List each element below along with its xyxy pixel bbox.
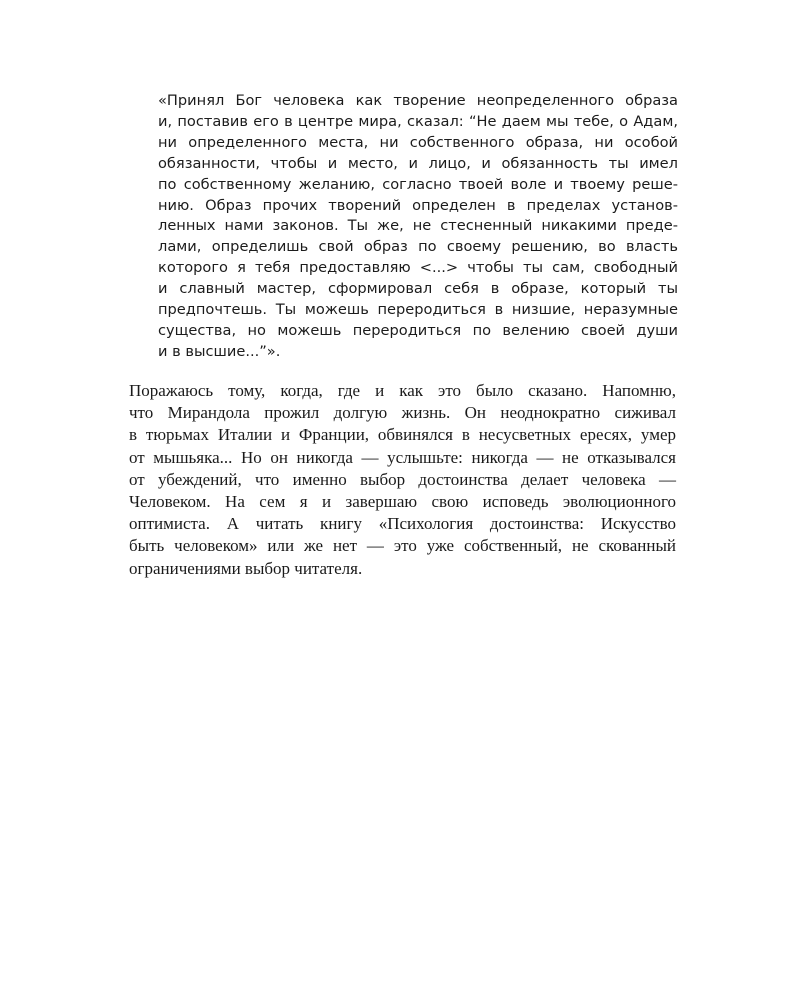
quote-line: ленных нами законов. Ты же, не стесненный никакими преде- (158, 217, 678, 235)
quote-line: лами, определишь свой образ по своему решению, во власть (158, 238, 678, 256)
quote-line: нию. Образ прочих творений определен в пределах установ- (158, 196, 678, 214)
quote-line: по собственному желанию, согласно твоей воле и твоему реше- (158, 175, 678, 193)
quote-line: которого я тебя предоставляю <...> чтобы ты сам, свободный (158, 259, 678, 277)
quote-line: и славный мастер, сформировал себя в образе, который ты (158, 280, 678, 298)
quote-block (158, 91, 678, 363)
body-line: что Мирандола прожил долгую жизнь. Он неоднократно сиживал (129, 403, 676, 423)
body-line: в тюрьмах Италии и Франции, обвинялся в несусветных ересях, умер (129, 425, 676, 445)
quote-line: обязанности, чтобы и место, и лицо, и обязанность ты имел (158, 154, 678, 172)
body-paragraph (129, 380, 676, 580)
body-line: оптимиста. А читать книгу «Психология достоинства: Искусство (129, 514, 676, 534)
quote-line: и в высшие...”». (158, 342, 281, 360)
body-line: Поражаюсь тому, когда, где и как это было сказано. Напомню, (129, 381, 676, 400)
quote-line: предпочтешь. Ты можешь переродиться в низшие, неразумные (158, 301, 678, 319)
quote-line: существа, но можешь переродиться по велению своей души (158, 321, 678, 339)
quote-line: ни определенного места, ни собственного образа, ни особой (158, 133, 678, 151)
quote-line: «Принял Бог человека как творение неопределенного образа (158, 92, 678, 109)
body-line: ограничениями выбор читателя. (129, 558, 363, 578)
body-line: Человеком. На сем я и завершаю свою исповедь эволюционного (129, 492, 676, 512)
body-line: от убеждений, что именно выбор достоинства делает человека — (129, 469, 676, 489)
body-line: быть человеком» или же нет — это уже собственный, не скованный (129, 536, 676, 556)
quote-line: и, поставив его в центре мира, сказал: “Не даем мы тебе, о Адам, (158, 112, 678, 130)
body-line: от мышьяка... Но он никогда — услышьте: никогда — не отказывался (129, 447, 676, 467)
